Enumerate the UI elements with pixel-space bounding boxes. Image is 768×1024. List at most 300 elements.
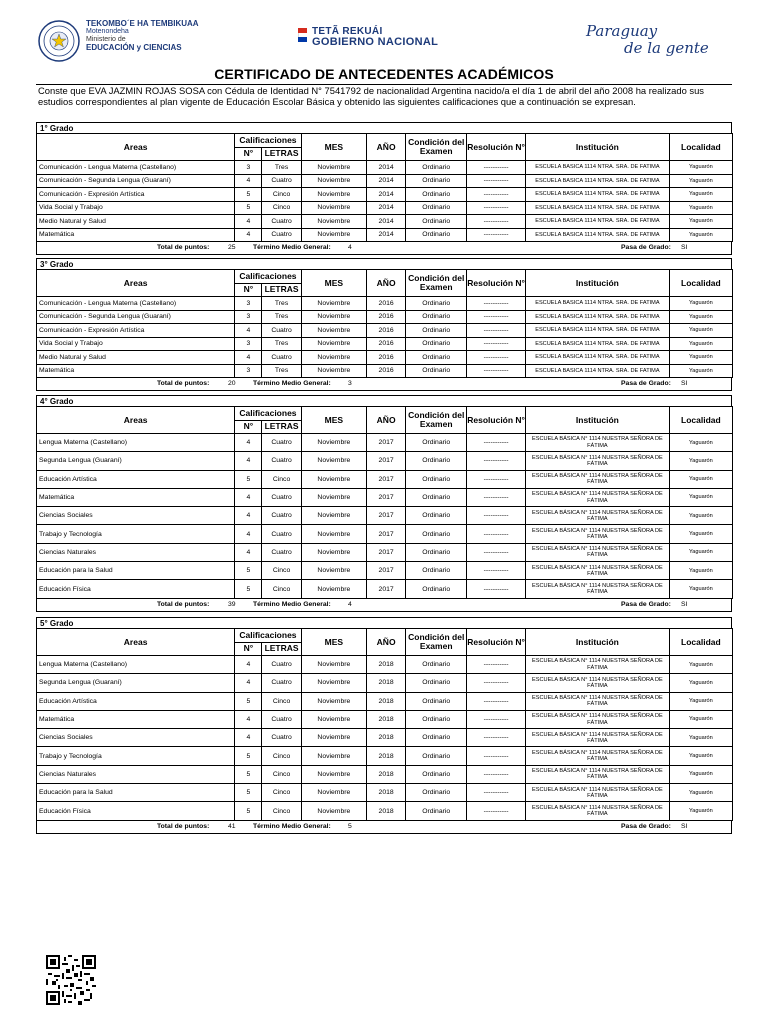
year-cell: 2014: [367, 228, 406, 242]
resolution-cell: -----------: [467, 543, 526, 561]
institution-cell: ESCUELA BASICA 1114 NTRA. SRA. DE FATIMA: [526, 174, 670, 188]
header-mes: MES: [301, 134, 366, 161]
locality-cell: Yaguarón: [669, 161, 732, 175]
header-letras: LETRAS: [262, 283, 301, 297]
resolution-cell: -----------: [467, 765, 526, 783]
month-cell: Noviembre: [301, 452, 366, 470]
exam-condition-cell: Ordinario: [406, 765, 467, 783]
institution-cell: ESCUELA BÁSICA N° 1114 NUESTRA SEÑORA DE FÁTIMA: [526, 802, 670, 820]
table-row: [37, 802, 733, 820]
locality-cell: Yaguarón: [669, 337, 732, 351]
resolution-cell: -----------: [467, 434, 526, 452]
table-row: [37, 161, 733, 175]
institution-cell: ESCUELA BASICA 1114 NTRA. SRA. DE FATIMA: [526, 161, 670, 175]
institution-cell: ESCUELA BÁSICA N° 1114 NUESTRA SEÑORA DE FÁTIMA: [526, 729, 670, 747]
institution-cell: ESCUELA BÁSICA N° 1114 NUESTRA SEÑORA DE FÁTIMA: [526, 580, 670, 598]
area-cell: Segunda Lengua (Guaraní): [37, 452, 235, 470]
month-cell: Noviembre: [301, 161, 366, 175]
year-cell: 2016: [367, 337, 406, 351]
header-condicion: Condición del Examen: [406, 629, 467, 656]
month-cell: Noviembre: [301, 784, 366, 802]
grade-number-cell: 4: [235, 543, 262, 561]
month-cell: Noviembre: [301, 488, 366, 506]
grade-number-cell: 4: [235, 324, 262, 338]
header-areas: Areas: [37, 407, 235, 434]
month-cell: Noviembre: [301, 188, 366, 202]
grade-number-cell: 5: [235, 201, 262, 215]
institution-cell: ESCUELA BÁSICA N° 1114 NUESTRA SEÑORA DE FÁTIMA: [526, 507, 670, 525]
exam-condition-cell: Ordinario: [406, 488, 467, 506]
locality-cell: Yaguarón: [669, 692, 732, 710]
qr-code-icon: [46, 955, 96, 1005]
month-cell: Noviembre: [301, 434, 366, 452]
grade-number-cell: 5: [235, 562, 262, 580]
total-label: Total de puntos:: [157, 244, 210, 251]
grades-table: [36, 628, 733, 821]
grades-table: [36, 133, 733, 242]
total-value: 20: [228, 380, 236, 387]
slogan-line-1: Paraguay: [586, 22, 658, 40]
grade-number-cell: 5: [235, 747, 262, 765]
institution-cell: ESCUELA BASICA 1114 NTRA. SRA. DE FATIMA: [526, 337, 670, 351]
exam-condition-cell: Ordinario: [406, 729, 467, 747]
exam-condition-cell: Ordinario: [406, 351, 467, 365]
table-row: [37, 488, 733, 506]
resolution-cell: -----------: [467, 228, 526, 242]
institution-cell: ESCUELA BÁSICA N° 1114 NUESTRA SEÑORA DE FÁTIMA: [526, 747, 670, 765]
locality-cell: Yaguarón: [669, 452, 732, 470]
table-row: [37, 201, 733, 215]
area-cell: Segunda Lengua (Guaraní): [37, 674, 235, 692]
month-cell: Noviembre: [301, 580, 366, 598]
area-cell: Lengua Materna (Castellano): [37, 434, 235, 452]
table-row: [37, 174, 733, 188]
table-row: [37, 188, 733, 202]
grade-letters-cell: Cuatro: [262, 656, 301, 674]
institution-cell: ESCUELA BÁSICA N° 1114 NUESTRA SEÑORA DE FÁTIMA: [526, 562, 670, 580]
locality-cell: Yaguarón: [669, 729, 732, 747]
resolution-cell: -----------: [467, 174, 526, 188]
grade-letters-cell: Cuatro: [262, 729, 301, 747]
month-cell: Noviembre: [301, 765, 366, 783]
area-cell: Medio Natural y Salud: [37, 351, 235, 365]
month-cell: Noviembre: [301, 201, 366, 215]
month-cell: Noviembre: [301, 228, 366, 242]
header-localidad: Localidad: [669, 407, 732, 434]
grade-number-cell: 5: [235, 784, 262, 802]
header-institucion: Institución: [526, 270, 670, 297]
exam-condition-cell: Ordinario: [406, 747, 467, 765]
grade-number-cell: 4: [235, 452, 262, 470]
header-anio: AÑO: [367, 134, 406, 161]
table-row: [37, 710, 733, 728]
grade-number-cell: 4: [235, 525, 262, 543]
table-row: [37, 324, 733, 338]
resolution-cell: -----------: [467, 324, 526, 338]
table-row: [37, 297, 733, 311]
area-cell: Matemática: [37, 710, 235, 728]
exam-condition-cell: Ordinario: [406, 364, 467, 378]
resolution-cell: -----------: [467, 488, 526, 506]
year-cell: 2018: [367, 802, 406, 820]
grade-number-cell: 4: [235, 674, 262, 692]
locality-cell: Yaguarón: [669, 215, 732, 229]
grade-letters-cell: Cinco: [262, 470, 301, 488]
table-row: [37, 674, 733, 692]
grade-letters-cell: Cuatro: [262, 525, 301, 543]
locality-cell: Yaguarón: [669, 525, 732, 543]
grade-letters-cell: Cuatro: [262, 710, 301, 728]
resolution-cell: -----------: [467, 310, 526, 324]
grade-number-cell: 4: [235, 507, 262, 525]
grade-totals: [36, 378, 732, 391]
month-cell: Noviembre: [301, 310, 366, 324]
locality-cell: Yaguarón: [669, 580, 732, 598]
institution-cell: ESCUELA BÁSICA N° 1114 NUESTRA SEÑORA DE FÁTIMA: [526, 656, 670, 674]
month-cell: Noviembre: [301, 729, 366, 747]
table-row: [37, 784, 733, 802]
year-cell: 2016: [367, 364, 406, 378]
average-value: 4: [348, 244, 352, 251]
grade-letters-cell: Cuatro: [262, 174, 301, 188]
grade-number-cell: 3: [235, 364, 262, 378]
month-cell: Noviembre: [301, 470, 366, 488]
grade-letters-cell: Cuatro: [262, 488, 301, 506]
grade-block: [36, 122, 732, 255]
institution-cell: ESCUELA BÁSICA N° 1114 NUESTRA SEÑORA DE FÁTIMA: [526, 692, 670, 710]
institution-cell: ESCUELA BASICA 1114 NTRA. SRA. DE FATIMA: [526, 324, 670, 338]
header-localidad: Localidad: [669, 629, 732, 656]
ministry-line-4: EDUCACIÓN y CIENCIAS: [86, 43, 182, 52]
table-row: [37, 470, 733, 488]
locality-cell: Yaguarón: [669, 802, 732, 820]
grade-letters-cell: Cinco: [262, 765, 301, 783]
area-cell: Educación Artística: [37, 470, 235, 488]
institution-cell: ESCUELA BASICA 1114 NTRA. SRA. DE FATIMA: [526, 310, 670, 324]
locality-cell: Yaguarón: [669, 656, 732, 674]
institution-cell: ESCUELA BASICA 1114 NTRA. SRA. DE FATIMA: [526, 201, 670, 215]
resolution-cell: -----------: [467, 580, 526, 598]
exam-condition-cell: Ordinario: [406, 188, 467, 202]
exam-condition-cell: Ordinario: [406, 215, 467, 229]
month-cell: Noviembre: [301, 802, 366, 820]
header-institucion: Institución: [526, 134, 670, 161]
institution-cell: ESCUELA BÁSICA N° 1114 NUESTRA SEÑORA DE FÁTIMA: [526, 710, 670, 728]
grade-letters-cell: Cuatro: [262, 543, 301, 561]
area-cell: Vida Social y Trabajo: [37, 201, 235, 215]
exam-condition-cell: Ordinario: [406, 337, 467, 351]
grade-title: 5° Grado: [36, 617, 732, 628]
year-cell: 2017: [367, 488, 406, 506]
area-cell: Comunicación - Expresión Artística: [37, 324, 235, 338]
locality-cell: Yaguarón: [669, 507, 732, 525]
grade-letters-cell: Tres: [262, 297, 301, 311]
slogan-logo: [584, 22, 732, 62]
average-label: Término Medio General:: [253, 380, 331, 387]
exam-condition-cell: Ordinario: [406, 674, 467, 692]
grade-totals: [36, 242, 732, 255]
ministry-line-3: Ministerio de: [86, 36, 126, 43]
institution-cell: ESCUELA BÁSICA N° 1114 NUESTRA SEÑORA DE FÁTIMA: [526, 470, 670, 488]
grade-number-cell: 4: [235, 174, 262, 188]
header-resolucion: Resolución N°: [467, 407, 526, 434]
header-resolucion: Resolución N°: [467, 629, 526, 656]
intro-paragraph: Conste que EVA JAZMIN ROJAS SOSA con Cédula de Identidad N° 7541792 de nacionalidad Argentina nacido/a el día 1 de abril del año 2008 ha realizado sus estudios correspondientes al plan vigente de Educación Escolar Básica y obtenido las siguientes calificaciones que a continuación se expresan.: [38, 85, 704, 107]
header-institucion: Institución: [526, 407, 670, 434]
locality-cell: Yaguarón: [669, 434, 732, 452]
area-cell: Comunicación - Expresión Artística: [37, 188, 235, 202]
pass-value: SI: [681, 380, 688, 387]
grade-number-cell: 5: [235, 692, 262, 710]
exam-condition-cell: Ordinario: [406, 470, 467, 488]
resolution-cell: -----------: [467, 452, 526, 470]
area-cell: Educación para la Salud: [37, 784, 235, 802]
grade-letters-cell: Cuatro: [262, 674, 301, 692]
resolution-cell: -----------: [467, 692, 526, 710]
total-label: Total de puntos:: [157, 380, 210, 387]
page-header: [36, 16, 732, 66]
average-label: Término Medio General:: [253, 822, 331, 830]
institution-cell: ESCUELA BASICA 1114 NTRA. SRA. DE FATIMA: [526, 215, 670, 229]
exam-condition-cell: Ordinario: [406, 580, 467, 598]
grade-number-cell: 4: [235, 351, 262, 365]
exam-condition-cell: Ordinario: [406, 507, 467, 525]
institution-cell: ESCUELA BASICA 1114 NTRA. SRA. DE FATIMA: [526, 228, 670, 242]
locality-cell: Yaguarón: [669, 188, 732, 202]
pass-value: SI: [681, 822, 688, 830]
government-line-1: TETÃ REKUÁI: [312, 26, 383, 37]
resolution-cell: -----------: [467, 201, 526, 215]
ministry-logo-text: [86, 20, 276, 52]
month-cell: Noviembre: [301, 507, 366, 525]
grade-number-cell: 4: [235, 729, 262, 747]
header-letras: LETRAS: [262, 642, 301, 656]
institution-cell: ESCUELA BÁSICA N° 1114 NUESTRA SEÑORA DE FÁTIMA: [526, 452, 670, 470]
header-letras: LETRAS: [262, 147, 301, 161]
grade-number-cell: 5: [235, 188, 262, 202]
header-calificaciones: Calificaciones: [235, 134, 301, 148]
grade-number-cell: 4: [235, 488, 262, 506]
table-row: [37, 692, 733, 710]
area-cell: Educación Física: [37, 802, 235, 820]
year-cell: 2017: [367, 543, 406, 561]
grade-number-cell: 5: [235, 470, 262, 488]
exam-condition-cell: Ordinario: [406, 297, 467, 311]
area-cell: Matemática: [37, 364, 235, 378]
area-cell: Ciencias Sociales: [37, 729, 235, 747]
grades-table: [36, 269, 733, 378]
grade-number-cell: 3: [235, 297, 262, 311]
government-line-2: GOBIERNO NACIONAL: [312, 36, 439, 48]
grades-table: [36, 406, 733, 599]
grade-title: 3° Grado: [36, 258, 732, 269]
locality-cell: Yaguarón: [669, 747, 732, 765]
exam-condition-cell: Ordinario: [406, 525, 467, 543]
grade-title: 4° Grado: [36, 395, 732, 406]
institution-cell: ESCUELA BASICA 1114 NTRA. SRA. DE FATIMA: [526, 364, 670, 378]
month-cell: Noviembre: [301, 324, 366, 338]
area-cell: Matemática: [37, 488, 235, 506]
area-cell: Trabajo y Tecnología: [37, 747, 235, 765]
exam-condition-cell: Ordinario: [406, 562, 467, 580]
grade-letters-cell: Cuatro: [262, 452, 301, 470]
resolution-cell: -----------: [467, 161, 526, 175]
average-value: 3: [348, 380, 352, 387]
table-row: [37, 228, 733, 242]
header-mes: MES: [301, 629, 366, 656]
header-calificaciones: Calificaciones: [235, 629, 301, 643]
grade-number-cell: 3: [235, 310, 262, 324]
header-areas: Areas: [37, 134, 235, 161]
resolution-cell: -----------: [467, 215, 526, 229]
grade-letters-cell: Cinco: [262, 562, 301, 580]
table-row: [37, 525, 733, 543]
area-cell: Trabajo y Tecnología: [37, 525, 235, 543]
header-localidad: Localidad: [669, 134, 732, 161]
year-cell: 2018: [367, 729, 406, 747]
area-cell: Medio Natural y Salud: [37, 215, 235, 229]
header-condicion: Condición del Examen: [406, 407, 467, 434]
exam-condition-cell: Ordinario: [406, 161, 467, 175]
area-cell: Educación Física: [37, 580, 235, 598]
locality-cell: Yaguarón: [669, 674, 732, 692]
grade-letters-cell: Tres: [262, 310, 301, 324]
grade-number-cell: 5: [235, 802, 262, 820]
header-areas: Areas: [37, 629, 235, 656]
total-label: Total de puntos:: [157, 600, 210, 608]
header-mes: MES: [301, 270, 366, 297]
grade-letters-cell: Cinco: [262, 747, 301, 765]
area-cell: Educación para la Salud: [37, 562, 235, 580]
header-numero: N°: [235, 642, 262, 656]
resolution-cell: -----------: [467, 729, 526, 747]
exam-condition-cell: Ordinario: [406, 784, 467, 802]
month-cell: Noviembre: [301, 337, 366, 351]
ministry-line-2: Motenondeha: [86, 28, 129, 35]
grade-letters-cell: Cinco: [262, 784, 301, 802]
institution-cell: ESCUELA BÁSICA N° 1114 NUESTRA SEÑORA DE FÁTIMA: [526, 525, 670, 543]
grade-letters-cell: Cuatro: [262, 434, 301, 452]
document-title: CERTIFICADO DE ANTECEDENTES ACADÉMICOS: [214, 66, 554, 82]
exam-condition-cell: Ordinario: [406, 174, 467, 188]
resolution-cell: -----------: [467, 351, 526, 365]
institution-cell: ESCUELA BASICA 1114 NTRA. SRA. DE FATIMA: [526, 351, 670, 365]
year-cell: 2018: [367, 656, 406, 674]
grade-letters-cell: Cuatro: [262, 215, 301, 229]
month-cell: Noviembre: [301, 525, 366, 543]
year-cell: 2016: [367, 351, 406, 365]
grade-number-cell: 3: [235, 161, 262, 175]
institution-cell: ESCUELA BÁSICA N° 1114 NUESTRA SEÑORA DE FÁTIMA: [526, 488, 670, 506]
year-cell: 2014: [367, 188, 406, 202]
institution-cell: ESCUELA BÁSICA N° 1114 NUESTRA SEÑORA DE FÁTIMA: [526, 765, 670, 783]
institution-cell: ESCUELA BÁSICA N° 1114 NUESTRA SEÑORA DE FÁTIMA: [526, 674, 670, 692]
header-mes: MES: [301, 407, 366, 434]
total-value: 25: [228, 244, 236, 251]
year-cell: 2018: [367, 747, 406, 765]
header-anio: AÑO: [367, 629, 406, 656]
year-cell: 2017: [367, 525, 406, 543]
resolution-cell: -----------: [467, 337, 526, 351]
header-numero: N°: [235, 147, 262, 161]
month-cell: Noviembre: [301, 674, 366, 692]
grade-letters-cell: Cinco: [262, 802, 301, 820]
grade-letters-cell: Cinco: [262, 692, 301, 710]
exam-condition-cell: Ordinario: [406, 692, 467, 710]
average-label: Término Medio General:: [253, 244, 331, 251]
grade-letters-cell: Cinco: [262, 201, 301, 215]
month-cell: Noviembre: [301, 656, 366, 674]
resolution-cell: -----------: [467, 747, 526, 765]
table-row: [37, 747, 733, 765]
area-cell: Educación Artística: [37, 692, 235, 710]
locality-cell: Yaguarón: [669, 470, 732, 488]
grade-letters-cell: Tres: [262, 337, 301, 351]
locality-cell: Yaguarón: [669, 543, 732, 561]
average-label: Término Medio General:: [253, 600, 331, 608]
year-cell: 2014: [367, 161, 406, 175]
grade-totals: [36, 599, 732, 612]
table-row: [37, 562, 733, 580]
month-cell: Noviembre: [301, 543, 366, 561]
locality-cell: Yaguarón: [669, 228, 732, 242]
total-value: 41: [228, 822, 236, 830]
area-cell: Comunicación - Lengua Materna (Castellano): [37, 161, 235, 175]
pass-label: Pasa de Grado:: [621, 244, 671, 251]
pass-value: SI: [681, 600, 688, 608]
resolution-cell: -----------: [467, 364, 526, 378]
year-cell: 2017: [367, 434, 406, 452]
institution-cell: ESCUELA BÁSICA N° 1114 NUESTRA SEÑORA DE FÁTIMA: [526, 784, 670, 802]
table-row: [37, 434, 733, 452]
grade-number-cell: 5: [235, 765, 262, 783]
grade-totals: [36, 821, 732, 834]
year-cell: 2016: [367, 297, 406, 311]
year-cell: 2017: [367, 452, 406, 470]
header-resolucion: Resolución N°: [467, 270, 526, 297]
grade-block: [36, 617, 732, 834]
table-row: [37, 337, 733, 351]
month-cell: Noviembre: [301, 351, 366, 365]
table-row: [37, 351, 733, 365]
area-cell: Matemática: [37, 228, 235, 242]
header-condicion: Condición del Examen: [406, 134, 467, 161]
grade-letters-cell: Cuatro: [262, 351, 301, 365]
resolution-cell: -----------: [467, 470, 526, 488]
month-cell: Noviembre: [301, 174, 366, 188]
pass-value: SI: [681, 244, 688, 251]
grade-number-cell: 5: [235, 580, 262, 598]
grade-number-cell: 3: [235, 337, 262, 351]
exam-condition-cell: Ordinario: [406, 452, 467, 470]
month-cell: Noviembre: [301, 692, 366, 710]
header-numero: N°: [235, 283, 262, 297]
month-cell: Noviembre: [301, 364, 366, 378]
month-cell: Noviembre: [301, 747, 366, 765]
header-condicion: Condición del Examen: [406, 270, 467, 297]
total-label: Total de puntos:: [157, 822, 210, 830]
area-cell: Lengua Materna (Castellano): [37, 656, 235, 674]
locality-cell: Yaguarón: [669, 488, 732, 506]
year-cell: 2018: [367, 784, 406, 802]
area-cell: Ciencias Naturales: [37, 765, 235, 783]
institution-cell: ESCUELA BASICA 1114 NTRA. SRA. DE FATIMA: [526, 188, 670, 202]
institution-cell: ESCUELA BASICA 1114 NTRA. SRA. DE FATIMA: [526, 297, 670, 311]
month-cell: Noviembre: [301, 562, 366, 580]
area-cell: Comunicación - Segunda Lengua (Guaraní): [37, 174, 235, 188]
year-cell: 2017: [367, 507, 406, 525]
year-cell: 2016: [367, 310, 406, 324]
